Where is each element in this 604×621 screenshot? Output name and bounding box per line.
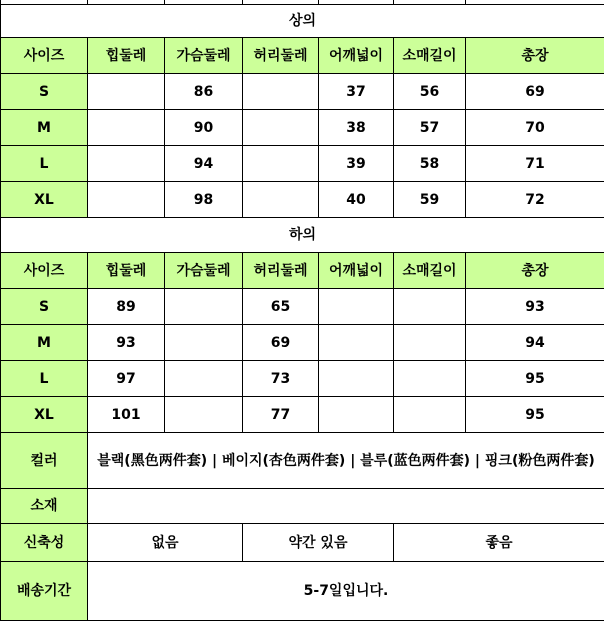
header-length: 총장 (466, 38, 604, 74)
table-row (1, 361, 604, 397)
shoulder-value (319, 325, 394, 361)
shipping-value: 5-7일입니다. (88, 562, 604, 621)
header-sleeve: 소매길이 (394, 253, 466, 289)
sleeve-value (394, 289, 466, 325)
hip-value: 101 (88, 397, 165, 433)
color-row (1, 433, 604, 489)
waist-value: 77 (243, 397, 319, 433)
header-hip: 힙둘레 (88, 253, 165, 289)
hip-value: 89 (88, 289, 165, 325)
shoulder-value: 37 (319, 74, 394, 110)
header-sleeve: 소매길이 (394, 38, 466, 74)
size-label: XL (1, 397, 88, 433)
stretch-row (1, 524, 604, 562)
table-row (1, 182, 604, 218)
chest-value: 90 (165, 110, 243, 146)
color-value: 블랙(黑色两件套) | 베이지(杏色两件套) | 블루(蓝色两件套) | 핑크(粉色两件套) (88, 433, 604, 489)
bottom-section-row (1, 218, 604, 253)
waist-value: 69 (243, 325, 319, 361)
hip-value: 97 (88, 361, 165, 397)
header-length: 총장 (466, 253, 604, 289)
sleeve-value (394, 325, 466, 361)
waist-value: 73 (243, 361, 319, 397)
length-value: 95 (466, 397, 604, 433)
header-shoulder: 어깨넓이 (319, 38, 394, 74)
header-waist: 허리둘레 (243, 38, 319, 74)
sleeve-value (394, 361, 466, 397)
hip-value (88, 110, 165, 146)
length-value: 70 (466, 110, 604, 146)
length-value: 94 (466, 325, 604, 361)
shoulder-value (319, 361, 394, 397)
hip-value (88, 146, 165, 182)
header-chest: 가슴둘레 (165, 253, 243, 289)
size-label: S (1, 74, 88, 110)
hip-value (88, 182, 165, 218)
header-hip: 힙둘레 (88, 38, 165, 74)
size-label: M (1, 325, 88, 361)
waist-value (243, 182, 319, 218)
waist-value (243, 110, 319, 146)
length-value: 71 (466, 146, 604, 182)
hip-value: 93 (88, 325, 165, 361)
chest-value (165, 289, 243, 325)
length-value: 72 (466, 182, 604, 218)
color-label: 컬러 (1, 433, 88, 489)
shoulder-value (319, 397, 394, 433)
header-size: 사이즈 (1, 253, 88, 289)
header-waist: 허리둘레 (243, 253, 319, 289)
chest-value: 94 (165, 146, 243, 182)
top-header-row (1, 38, 604, 74)
shoulder-value (319, 289, 394, 325)
table-row (1, 325, 604, 361)
table-row (1, 146, 604, 182)
table-row (1, 289, 604, 325)
header-size: 사이즈 (1, 38, 88, 74)
length-value: 93 (466, 289, 604, 325)
sleeve-value (394, 397, 466, 433)
chest-value (165, 325, 243, 361)
header-chest: 가슴둘레 (165, 38, 243, 74)
sleeve-value: 58 (394, 146, 466, 182)
stretch-option-some: 약간 있음 (243, 524, 394, 562)
material-row (1, 489, 604, 524)
shoulder-value: 38 (319, 110, 394, 146)
waist-value (243, 74, 319, 110)
stretch-option-good: 좋음 (394, 524, 604, 562)
size-label: XL (1, 182, 88, 218)
header-shoulder: 어깨넓이 (319, 253, 394, 289)
chest-value (165, 361, 243, 397)
chest-value (165, 397, 243, 433)
stretch-option-none: 없음 (88, 524, 243, 562)
hip-value (88, 74, 165, 110)
table-row (1, 110, 604, 146)
shipping-row (1, 562, 604, 621)
size-label: L (1, 146, 88, 182)
bottom-section-title: 하의 (1, 218, 604, 253)
bottom-header-row (1, 253, 604, 289)
sleeve-value: 56 (394, 74, 466, 110)
table-row (1, 74, 604, 110)
chest-value: 98 (165, 182, 243, 218)
material-value (88, 489, 604, 524)
shoulder-value: 40 (319, 182, 394, 218)
table-row (1, 397, 604, 433)
top-section-title: 상의 (1, 5, 604, 38)
material-label: 소재 (1, 489, 88, 524)
shoulder-value: 39 (319, 146, 394, 182)
waist-value: 65 (243, 289, 319, 325)
length-value: 95 (466, 361, 604, 397)
length-value: 69 (466, 74, 604, 110)
shipping-label: 배송기간 (1, 562, 88, 621)
top-section-row (1, 5, 604, 38)
sleeve-value: 57 (394, 110, 466, 146)
stretch-label: 신축성 (1, 524, 88, 562)
size-label: M (1, 110, 88, 146)
sleeve-value: 59 (394, 182, 466, 218)
size-label: L (1, 361, 88, 397)
size-label: S (1, 289, 88, 325)
chest-value: 86 (165, 74, 243, 110)
waist-value (243, 146, 319, 182)
